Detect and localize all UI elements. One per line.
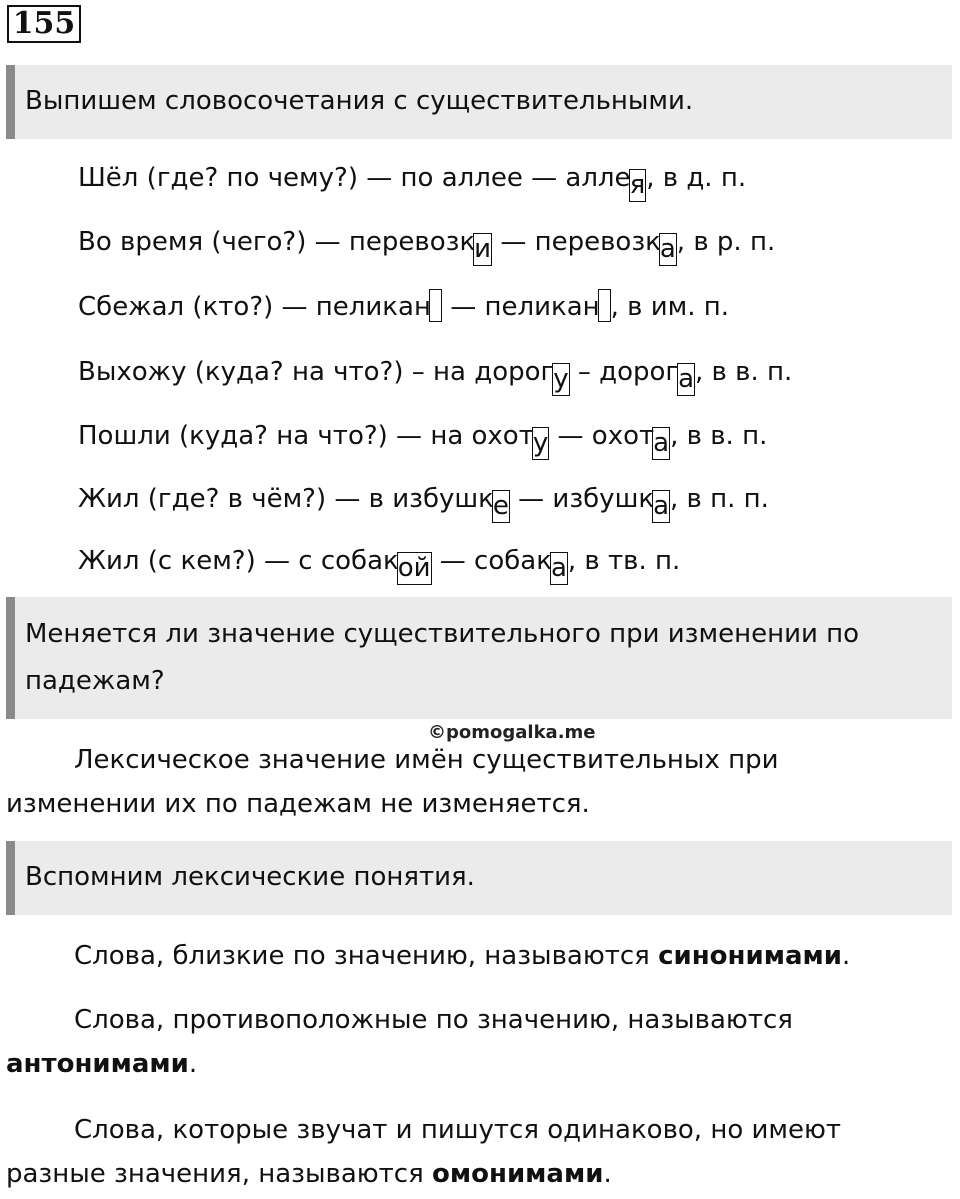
ending-box: ой: [397, 553, 431, 583]
phrase-text: Жил (с кем?) — с собак: [78, 546, 399, 576]
ending-box: а: [678, 364, 694, 394]
case-label: , в в. п.: [670, 421, 768, 451]
question-text: Меняется ли значение существительного при изменении по падежам?: [25, 619, 860, 696]
phrase-text: Выхожу (куда? на что?) – на дорог: [78, 357, 555, 387]
term-antonyms: антонимами: [6, 1049, 189, 1079]
phrase-row: [78, 289, 729, 325]
synonyms-paragraph: [6, 934, 906, 978]
phrase-text: Сбежал (кто?) — пеликан: [78, 292, 431, 322]
case-label: , в в. п.: [695, 357, 793, 387]
phrase-row: [78, 160, 746, 202]
answer-paragraph: Лексическое значение имён существительных при изменении их по падежам не изменяется.: [6, 745, 779, 819]
ending-box: е: [492, 491, 509, 521]
section-heading-text: Выпишем словосочетания с существительными.: [25, 86, 694, 116]
watermark: ©pomogalka.me: [428, 722, 596, 743]
antonyms-paragraph: [6, 998, 906, 1086]
period: .: [603, 1159, 612, 1189]
ending-box: и: [474, 234, 492, 264]
phrase-text: — пеликан: [441, 292, 600, 322]
zero-ending-box: [429, 289, 442, 322]
phrase-text: — избушк: [509, 484, 655, 514]
phrase-row: [78, 354, 792, 396]
section-heading-concepts: [6, 841, 952, 915]
case-label: , в д. п.: [646, 163, 747, 193]
definition-text: Слова, противоположные по значению, называются: [74, 1005, 793, 1035]
phrase-text: — перевозк: [492, 227, 661, 257]
term-homonyms: омонимами: [432, 1159, 604, 1189]
phrase-text: Шёл (где? по чему?) — по аллее — алле: [78, 163, 631, 193]
phrase-text: — собак: [431, 546, 552, 576]
phrase-text: — охот: [549, 421, 655, 451]
ending-box: а: [659, 234, 676, 264]
phrase-text: – дорог: [569, 357, 680, 387]
case-label: , в р. п.: [676, 227, 776, 257]
period: .: [188, 1049, 198, 1079]
phrase-text: Пошли (куда? на что?) — на охот: [78, 421, 534, 451]
ending-box: а: [653, 491, 669, 521]
phrase-row: [78, 543, 680, 585]
ending-box: а: [550, 553, 567, 583]
section-heading-phrases: [6, 65, 952, 139]
ending-box: я: [629, 170, 646, 200]
phrase-row: [78, 224, 775, 266]
ending-box: у: [532, 428, 549, 458]
case-label: , в тв. п.: [567, 546, 681, 576]
phrase-row: [78, 418, 767, 460]
term-synonyms: синонимами: [658, 941, 842, 971]
section-heading-question: [6, 597, 952, 719]
homonyms-paragraph: [6, 1108, 906, 1196]
phrase-text: Во время (чего?) — перевозк: [78, 227, 476, 257]
phrase-row: [78, 481, 769, 523]
concepts-heading-text: Вспомним лексические понятия.: [25, 862, 475, 892]
ending-box: у: [553, 364, 569, 394]
zero-ending-box: [598, 289, 611, 322]
task-number: 155: [7, 5, 81, 43]
definition-text: Слова, которые звучат и пишутся одинаково, но имеют разные значения, называются: [6, 1115, 842, 1189]
case-label: , в п. п.: [670, 484, 769, 514]
definition-text: Слова, близкие по значению, называются: [74, 941, 659, 971]
ending-box: а: [653, 428, 670, 458]
phrase-text: Жил (где? в чём?) — в избушк: [78, 484, 494, 514]
case-label: , в им. п.: [610, 292, 730, 322]
period: .: [841, 941, 851, 971]
